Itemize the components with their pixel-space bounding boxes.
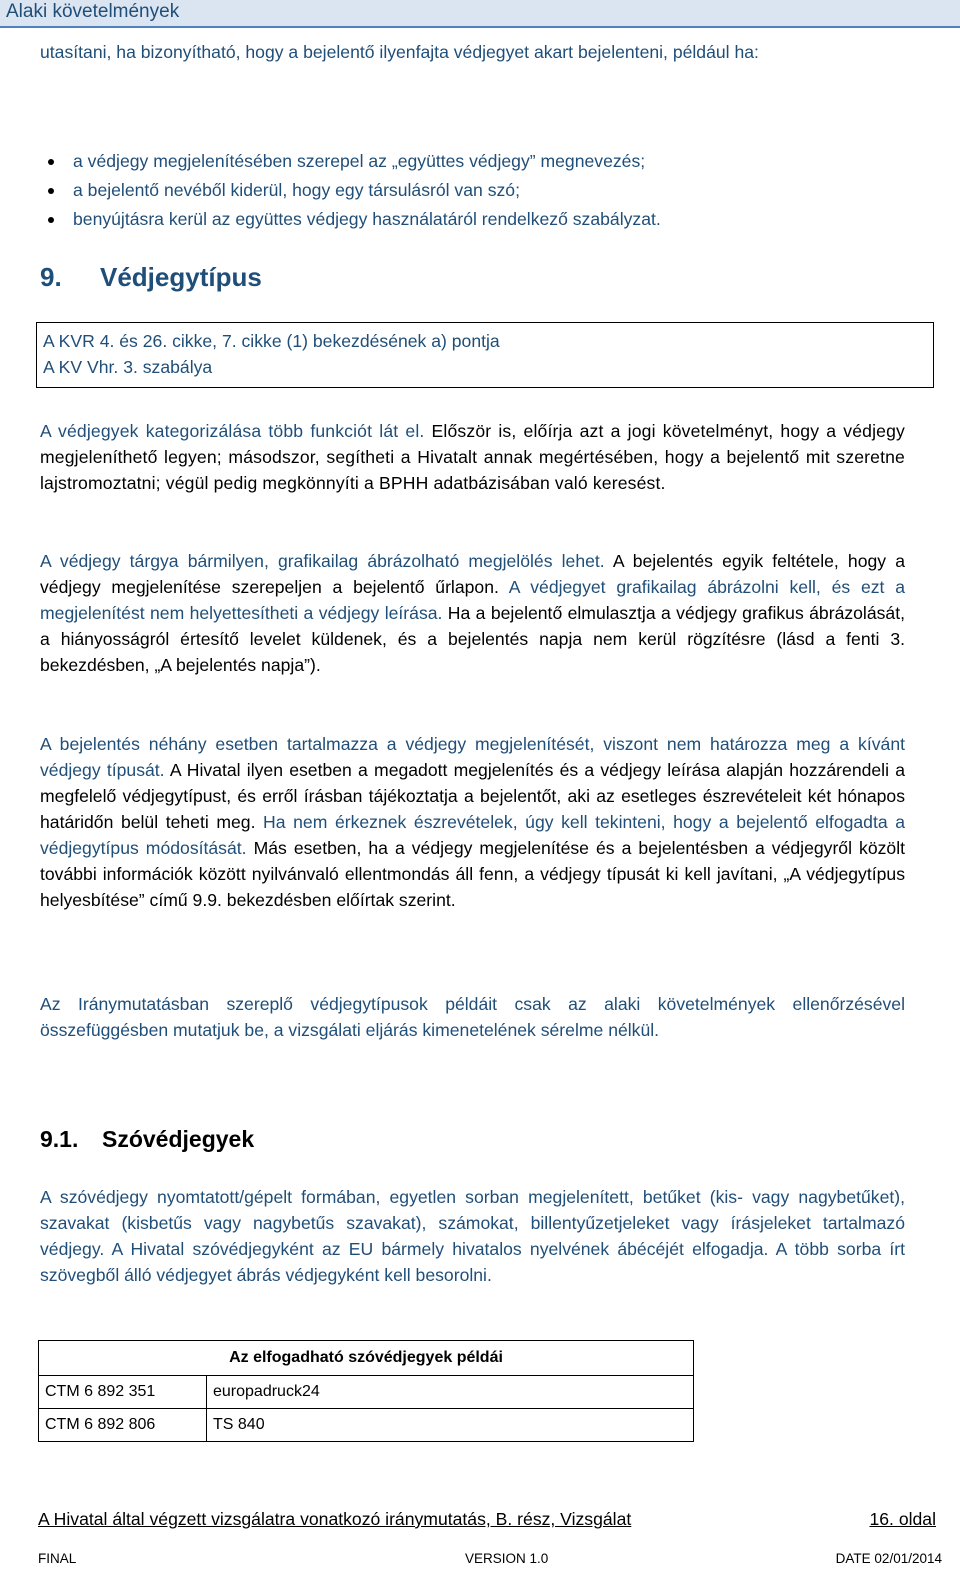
table-cell-mark: europadruck24 bbox=[207, 1376, 694, 1409]
paragraph-text-black: Más esetben, ha a védjegy megjelenítése és a bejelentésben a védjegyről közölt további információk között nyilvánvaló ellentmondás áll fenn, a védjegy típusát ki kell javítani, „A védjegytípus helyesbítése” című 9.9. bekezdésben előírtak szerint. bbox=[40, 838, 905, 910]
list-item bbox=[40, 147, 905, 176]
paragraph-categorization bbox=[40, 418, 905, 496]
bullet-list bbox=[40, 147, 905, 234]
intro-paragraph: utasítani, ha bizonyítható, hogy a bejelentő ilyenfajta védjegyet akart bejelenteni, például ha: bbox=[40, 42, 759, 62]
footer-version: VERSION 1.0 bbox=[465, 1551, 549, 1566]
paragraph-examples-note: Az Iránymutatásban szereplő védjegytípusok példáit csak az alaki követelmények ellenőrzésével összefüggésben mutatjuk be, a vizsgálati eljárás kimenetelének sérelme nélkül. bbox=[40, 994, 905, 1040]
section-number: 9. bbox=[40, 262, 62, 292]
list-item-text: a bejelentő nevéből kiderül, hogy egy társulásról van szó; bbox=[73, 180, 520, 200]
list-item bbox=[40, 176, 905, 205]
paragraph-text-blue: A védjegy tárgya bármilyen, grafikailag ábrázolható megjelölés lehet. bbox=[40, 551, 605, 571]
footer-document-title: A Hivatal által végzett vizsgálatra vonatkozó iránymutatás, B. rész, Vizsgálat bbox=[38, 1509, 632, 1529]
table-row bbox=[39, 1376, 694, 1409]
paragraph-text-blue: A bejelentés néhány esetben tartalmazza a védjegy megjelenítését, viszont nem határozza meg a kívánt védjegy típusát. bbox=[40, 734, 905, 780]
list-item-text: benyújtásra kerül az együttes védjegy használatáról rendelkező szabályzat. bbox=[73, 209, 661, 229]
table-cell-mark: TS 840 bbox=[207, 1409, 694, 1442]
table-cell-ctm: CTM 6 892 806 bbox=[39, 1409, 207, 1442]
list-item-text: a védjegy megjelenítésében szerepel az „együttes védjegy” megnevezés; bbox=[73, 151, 646, 171]
paragraph-text-blue: A védjegyet grafikailag ábrázolni kell, és ezt a megjelenítést nem helyettesítheti a védjegy leírása. bbox=[40, 577, 905, 623]
paragraph-type-assignment bbox=[40, 731, 905, 913]
paragraph-text-black: Ha a bejelentő elmulasztja a védjegy grafikus ábrázolását, a hiányosságról értesítő levelet küldenek, és a bejelentés napja nem kerül rögzítésre (lásd a fenti 3. bekezdésben, „A bejelentés napja”). bbox=[40, 603, 905, 675]
reference-line-2: A KV Vhr. 3. szabálya bbox=[43, 357, 213, 377]
page-header bbox=[0, 0, 960, 28]
bullet-icon bbox=[48, 188, 54, 194]
bullet-icon bbox=[48, 159, 54, 165]
section-heading-9 bbox=[40, 262, 262, 293]
paragraph-text-black: A Hivatal ilyen esetben a megadott megjelenítés és a védjegy leírása alapján hozzárendeli a megfelelő védjegytípust, és erről írásban tájékoztatja a bejelentőt, aki az esetleges észrevételeit két hónapos határidőn belül teheti meg. bbox=[40, 760, 905, 832]
paragraph-text-black: A bejelentés egyik feltétele, hogy a védjegy megjelenítése szerepeljen a bejelentő űrlapon. bbox=[40, 551, 905, 597]
section-number: 9.1. bbox=[40, 1126, 79, 1152]
table-cell-ctm: CTM 6 892 351 bbox=[39, 1376, 207, 1409]
paragraph-text-blue: A védjegyek kategorizálása több funkciót lát el. bbox=[40, 421, 425, 441]
table-header: Az elfogadható szóvédjegyek példái bbox=[39, 1341, 694, 1376]
bullet-icon bbox=[48, 217, 54, 223]
footer-page-number: 16. oldal bbox=[869, 1509, 936, 1529]
table-row bbox=[39, 1409, 694, 1442]
paragraph-text-blue: Ha nem érkeznek észrevételek, úgy kell tekinteni, hogy a bejelentő elfogadta a védjegytípus módosítását. bbox=[40, 812, 905, 858]
section-title: Szóvédjegyek bbox=[102, 1126, 255, 1152]
footer-date: DATE 02/01/2014 bbox=[835, 1551, 942, 1566]
legal-reference-box bbox=[36, 322, 934, 388]
examples-table bbox=[38, 1340, 694, 1442]
section-heading-9-1 bbox=[40, 1126, 254, 1153]
footer-status: FINAL bbox=[38, 1551, 77, 1566]
page-footer bbox=[0, 1509, 960, 1529]
footer-meta bbox=[0, 1551, 960, 1571]
header-title: Alaki követelmények bbox=[6, 1, 180, 22]
reference-line-1: A KVR 4. és 26. cikke, 7. cikke (1) bekezdésének a) pontja bbox=[43, 331, 500, 351]
paragraph-text-black: Először is, előírja azt a jogi követelményt, hogy a védjegy megjeleníthető legyen; másodszor, segítheti a Hivatalt annak megértésében, hogy a bejelentő mit szeretne lajstromoztatni; végül pedig megkönnyíti a BPHH adatbázisában való keresést. bbox=[40, 421, 905, 493]
table-header-row bbox=[39, 1341, 694, 1376]
list-item bbox=[40, 205, 905, 234]
section-title: Védjegytípus bbox=[100, 262, 262, 292]
paragraph-graphic-representation bbox=[40, 548, 905, 678]
paragraph-word-marks: A szóvédjegy nyomtatott/gépelt formában, egyetlen sorban megjelenített, betűket (kis- vagy nagybetűket), szavakat (kisbetűs vagy nagybetűs szavakat), számokat, billentyűzetjeleket vagy írásjeleket tartalmazó védjegy. A Hivatal szóvédjegyként az EU bármely hivatalos nyelvének ábécéjét elfogadja. A több sorba írt szövegből álló védjegyet ábrás védjegyként kell besorolni. bbox=[40, 1187, 905, 1285]
